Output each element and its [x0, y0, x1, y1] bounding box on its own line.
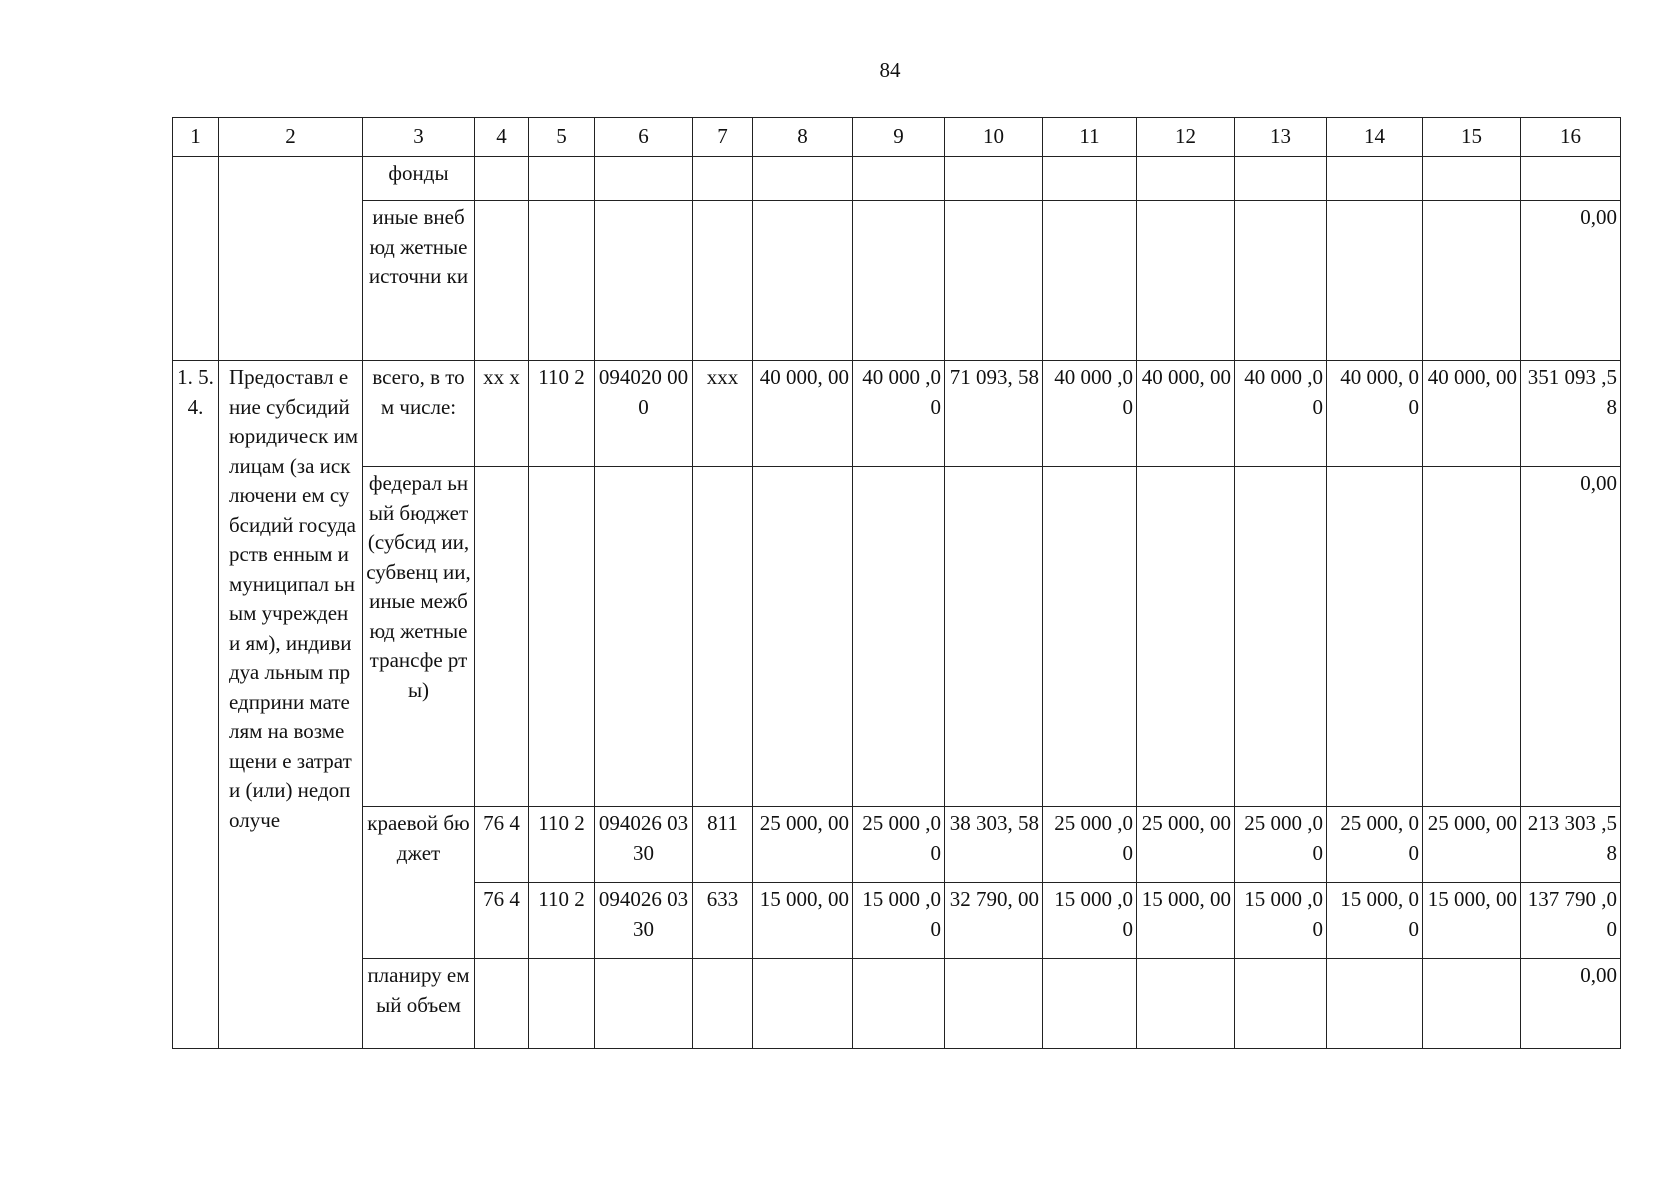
amount-cell: 15 000, 00 — [1327, 883, 1423, 959]
header-cell: 12 — [1137, 118, 1235, 157]
code-cell: 633 — [693, 883, 753, 959]
table-row-funds — [173, 157, 1621, 201]
amount-cell: 15 000, 00 — [1137, 883, 1235, 959]
code-cell: 094026 0330 — [595, 807, 693, 883]
header-cell: 14 — [1327, 118, 1423, 157]
amount-cell: 15 000 ,00 — [853, 883, 945, 959]
header-cell: 10 — [945, 118, 1043, 157]
amount-cell: 213 303 ,58 — [1521, 807, 1621, 883]
amount-cell: 25 000 ,00 — [1235, 807, 1327, 883]
amount-cell: 25 000, 00 — [753, 807, 853, 883]
code-cell: 110 2 — [529, 883, 595, 959]
table-row-regional — [173, 807, 1621, 883]
source-regional: краевой бюджет — [363, 807, 475, 959]
code-cell: 76 4 — [475, 807, 529, 883]
amount-cell: 15 000 ,00 — [1235, 883, 1327, 959]
code-cell: 110 2 — [529, 807, 595, 883]
header-cell: 1 — [173, 118, 219, 157]
amount-cell: 25 000, 00 — [1423, 807, 1521, 883]
header-cell: 4 — [475, 118, 529, 157]
amount-cell: 40 000 ,00 — [853, 361, 945, 467]
amount-cell: 40 000, 00 — [1137, 361, 1235, 467]
table-cell — [219, 157, 363, 361]
header-row — [173, 118, 1621, 157]
header-cell: 13 — [1235, 118, 1327, 157]
code-cell: 094026 0330 — [595, 883, 693, 959]
source-planned: планиру емый объем — [363, 959, 475, 1049]
amount-cell: 351 093 ,58 — [1521, 361, 1621, 467]
amount-cell: 0,00 — [1521, 467, 1621, 807]
amount-cell: 15 000 ,00 — [1043, 883, 1137, 959]
amount-cell: 40 000, 00 — [1327, 361, 1423, 467]
header-cell: 2 — [219, 118, 363, 157]
amount-cell: 0,00 — [1521, 201, 1621, 361]
header-cell: 16 — [1521, 118, 1621, 157]
code-cell: 76 4 — [475, 883, 529, 959]
source-funds: фонды — [363, 157, 475, 201]
amount-cell: 40 000 ,00 — [1235, 361, 1327, 467]
amount-cell: 71 093, 58 — [945, 361, 1043, 467]
header-cell: 15 — [1423, 118, 1521, 157]
source-total: всего, в том числе: — [363, 361, 475, 467]
amount-cell: 40 000 ,00 — [1043, 361, 1137, 467]
source-federal: федерал ьный бюджет (субсид ии, субвенц ии, иные межбюд жетные трансфе рты) — [363, 467, 475, 807]
amount-cell: 15 000, 00 — [753, 883, 853, 959]
header-cell: 3 — [363, 118, 475, 157]
table-row-federal — [173, 467, 1621, 807]
amount-cell: 32 790, 00 — [945, 883, 1043, 959]
header-cell: 11 — [1043, 118, 1137, 157]
table-row-total — [173, 361, 1621, 467]
item-number: 1. 5. 4. — [173, 361, 219, 1049]
table-row-other-offbudget — [173, 201, 1621, 361]
page-number: 84 — [879, 58, 901, 82]
code-cell: ххх — [693, 361, 753, 467]
amount-cell: 40 000, 00 — [753, 361, 853, 467]
code-cell: 811 — [693, 807, 753, 883]
header-cell: 9 — [853, 118, 945, 157]
amount-cell: 15 000, 00 — [1423, 883, 1521, 959]
header-cell: 7 — [693, 118, 753, 157]
amount-cell: 38 303, 58 — [945, 807, 1043, 883]
amount-cell: 40 000, 00 — [1423, 361, 1521, 467]
table-cell — [173, 157, 219, 361]
amount-cell: 25 000 ,00 — [1043, 807, 1137, 883]
amount-cell: 25 000, 00 — [1137, 807, 1235, 883]
amount-cell: 25 000 ,00 — [853, 807, 945, 883]
table-row-planned — [173, 959, 1621, 1049]
source-other-offbudget: иные внебюд жетные источни ки — [363, 201, 475, 361]
item-description: Предоставл ение субсидий юридическ им лицам (за исключени ем субсидий государств енным и муниципал ьным учреждени ям), индивидуа льным предприни мателям на возмещени е затрат и (или) недополуче — [219, 361, 363, 1049]
header-cell: 5 — [529, 118, 595, 157]
code-cell: 094020 000 — [595, 361, 693, 467]
amount-cell: 25 000, 00 — [1327, 807, 1423, 883]
code-cell: хх х — [475, 361, 529, 467]
amount-cell: 0,00 — [1521, 959, 1621, 1049]
code-cell: 110 2 — [529, 361, 595, 467]
header-cell: 6 — [595, 118, 693, 157]
header-cell: 8 — [753, 118, 853, 157]
amount-cell: 137 790 ,00 — [1521, 883, 1621, 959]
budget-table — [172, 117, 1621, 1049]
